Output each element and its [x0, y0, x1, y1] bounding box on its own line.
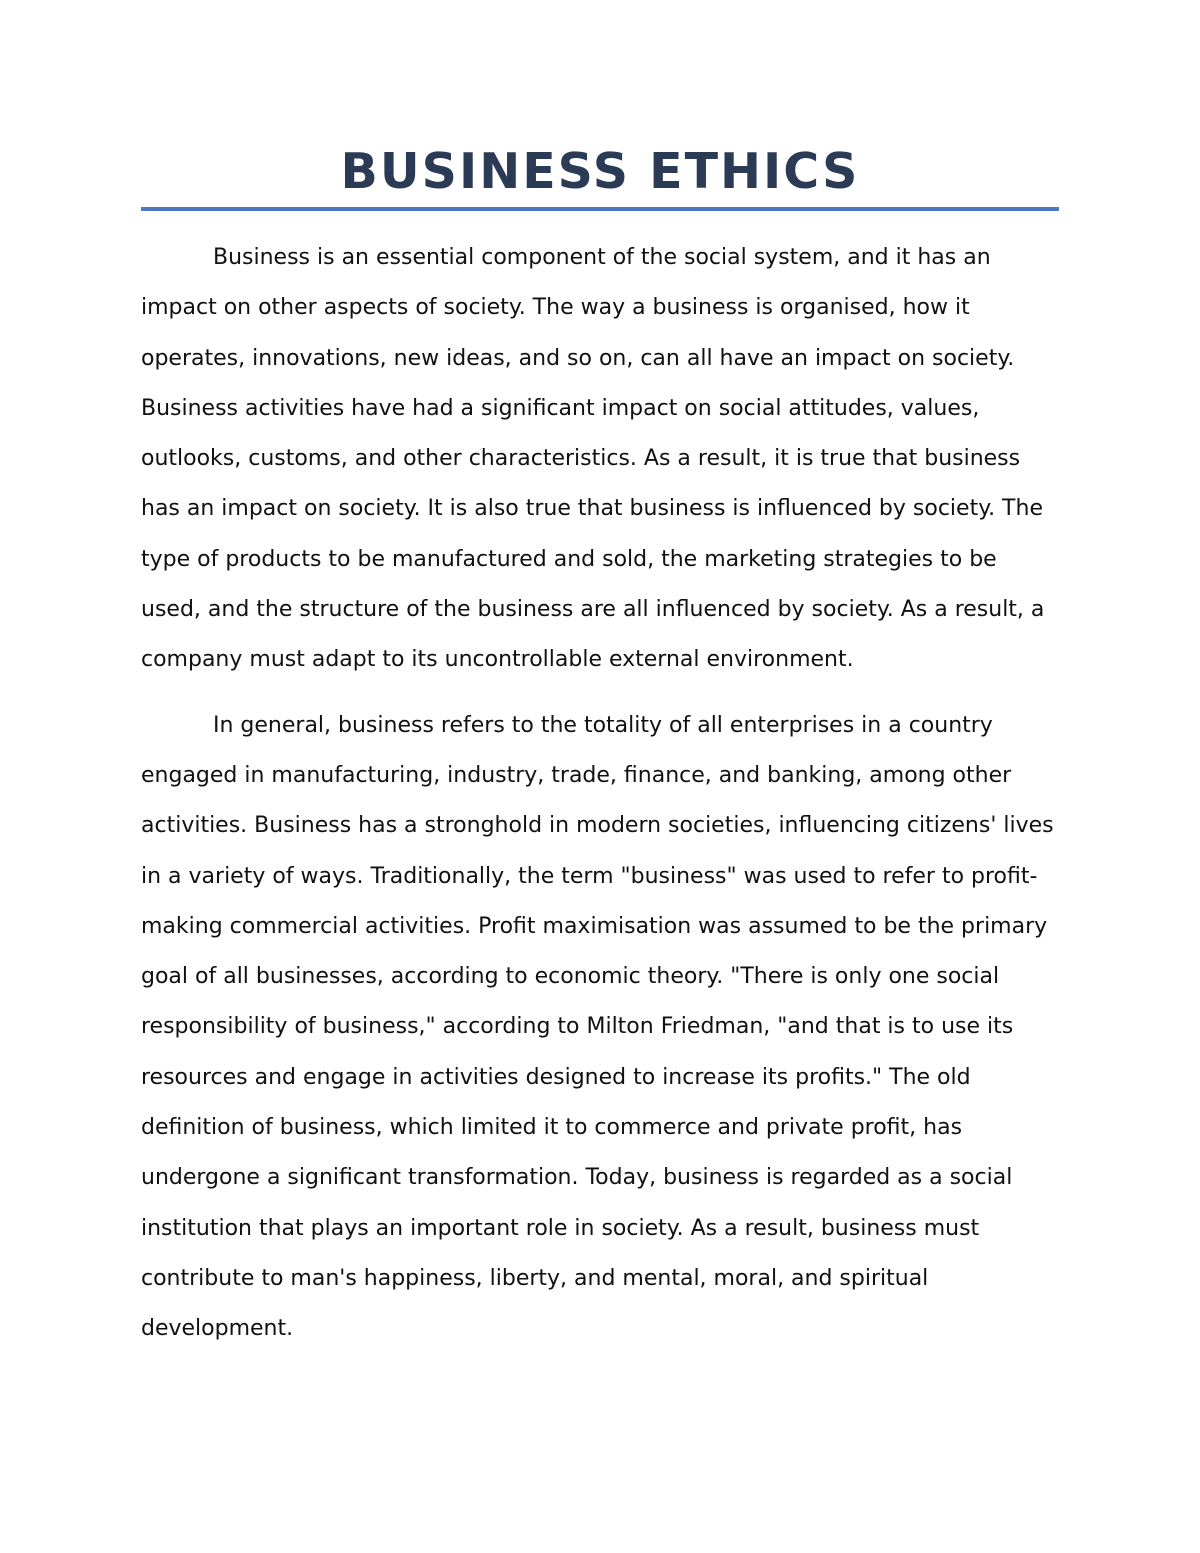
body-paragraph-1: Business is an essential component of the social system, and it has an impact on other aspects of society. The way a business is organised, how it operates, innovations, new ideas, and so on, can all have an impact on society. Business activities have had a significant impact on social attitudes, values, outlooks, customs, and other characteristics. As a result, it is true that business has an impact on society. It is also true that business is influenced by society. The type of products to be manufactured and sold, the marketing strategies to be used, and the structure of the business are all influenced by society. As a result, a company must adapt to its uncontrollable external environment.	[141, 245, 1045, 673]
body-paragraph-2: In general, business refers to the totality of all enterprises in a country engaged in manufacturing, industry, trade, finance, and banking, among other activities. Business has a stronghold in modern societies, influencing citizens' lives in a variety of ways. Traditionally, the term "business" was used to refer to profit-making commercial activities. Profit maximisation was assumed to be the primary goal of all businesses, according to economic theory. "There is only one social responsibility of business," according to Milton Friedman, "and that is to use its resources and engage in activities designed to increase its profits." The old definition of business, which limited it to commerce and private profit, has undergone a significant transformation. Today, business is regarded as a social institution that plays an important role in society. As a result, business must contribute to man's happiness, liberty, and mental, moral, and spiritual development.	[141, 712, 1054, 1342]
document-title: BUSINESS ETHICS	[340, 143, 860, 200]
title-underline-rule	[141, 207, 1059, 211]
document-body	[141, 233, 1059, 1355]
